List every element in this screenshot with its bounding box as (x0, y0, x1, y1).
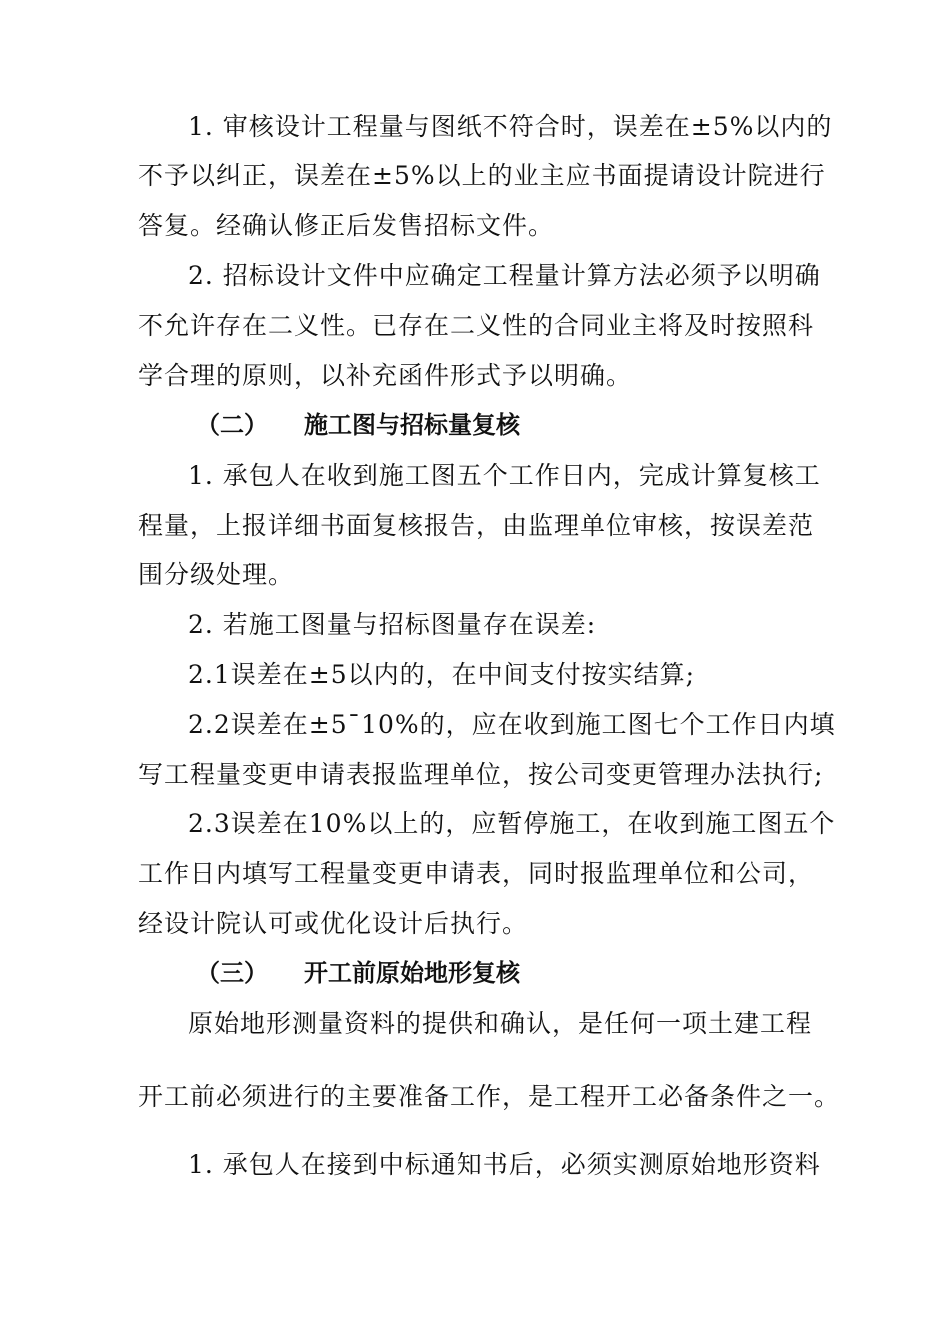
paragraph-6-line-2 (0, 755, 950, 795)
section-title: 施工图与招标量复核 (304, 411, 520, 439)
text: 开工前必须进行的主要准备工作，是工程开工必备条件之一。 (138, 1082, 841, 1111)
paragraph-7-line-1 (0, 804, 950, 844)
section-heading-2 (0, 405, 950, 445)
text: 原始地形测量资料的提供和确认，是任何一项土建工程 (188, 1009, 813, 1038)
text: 2.1误差在±5以内的，在中间支付按实结算; (188, 660, 696, 689)
paragraph-4-line-1 (0, 605, 950, 645)
paragraph-1-line-1 (0, 107, 950, 147)
text: 2. 若施工图量与招标图量存在误差: (188, 610, 597, 639)
text: 2. 招标设计文件中应确定工程量计算方法必须予以明确 (188, 261, 821, 290)
text: 程量，上报详细书面复核报告，由监理单位审核，按误差范 (138, 511, 815, 540)
text: 1. 审核设计工程量与图纸不符合时，误差在±5%以内的 (188, 112, 833, 141)
text: 学合理的原则，以补充函件形式予以明确。 (138, 361, 633, 390)
text: 写工程量变更申请表报监理单位，按公司变更管理办法执行; (138, 760, 824, 789)
text: 围分级处理。 (138, 560, 295, 589)
text: 1. 承包人在接到中标通知书后，必须实测原始地形资料 (188, 1150, 821, 1179)
paragraph-7-line-3 (0, 904, 950, 944)
paragraph-2-line-1 (0, 256, 950, 296)
text: 答复。经确认修正后发售招标文件。 (138, 211, 555, 240)
text: 工作日内填写工程量变更申请表，同时报监理单位和公司， (138, 859, 815, 888)
paragraph-1-line-3 (0, 206, 950, 246)
paragraph-8-line-2 (0, 1077, 950, 1117)
paragraph-3-line-1 (0, 456, 950, 496)
section-number: （二） (196, 411, 268, 439)
section-heading-3 (0, 953, 950, 993)
text: 不予以纠正，误差在±5%以上的业主应书面提请设计院进行 (138, 161, 826, 190)
paragraph-6-line-1 (0, 705, 950, 745)
text: 2.2误差在±5¯10%的，应在收到施工图七个工作日内填 (188, 710, 836, 739)
paragraph-1-line-2 (0, 156, 950, 196)
text: 经设计院认可或优化设计后执行。 (138, 909, 529, 938)
text: 不允许存在二义性。已存在二义性的合同业主将及时按照科 (138, 311, 815, 340)
paragraph-9-line-1 (0, 1145, 950, 1185)
text: 2.3误差在10%以上的，应暂停施工，在收到施工图五个 (188, 809, 836, 838)
paragraph-5-line-1 (0, 655, 950, 695)
paragraph-2-line-3 (0, 356, 950, 396)
paragraph-3-line-2 (0, 506, 950, 546)
text: 1. 承包人在收到施工图五个工作日内，完成计算复核工 (188, 461, 821, 490)
paragraph-8-line-1 (0, 1004, 950, 1044)
section-number: （三） (196, 959, 268, 987)
paragraph-7-line-2 (0, 854, 950, 894)
section-title: 开工前原始地形复核 (304, 959, 520, 987)
paragraph-3-line-3 (0, 555, 950, 595)
paragraph-2-line-2 (0, 306, 950, 346)
